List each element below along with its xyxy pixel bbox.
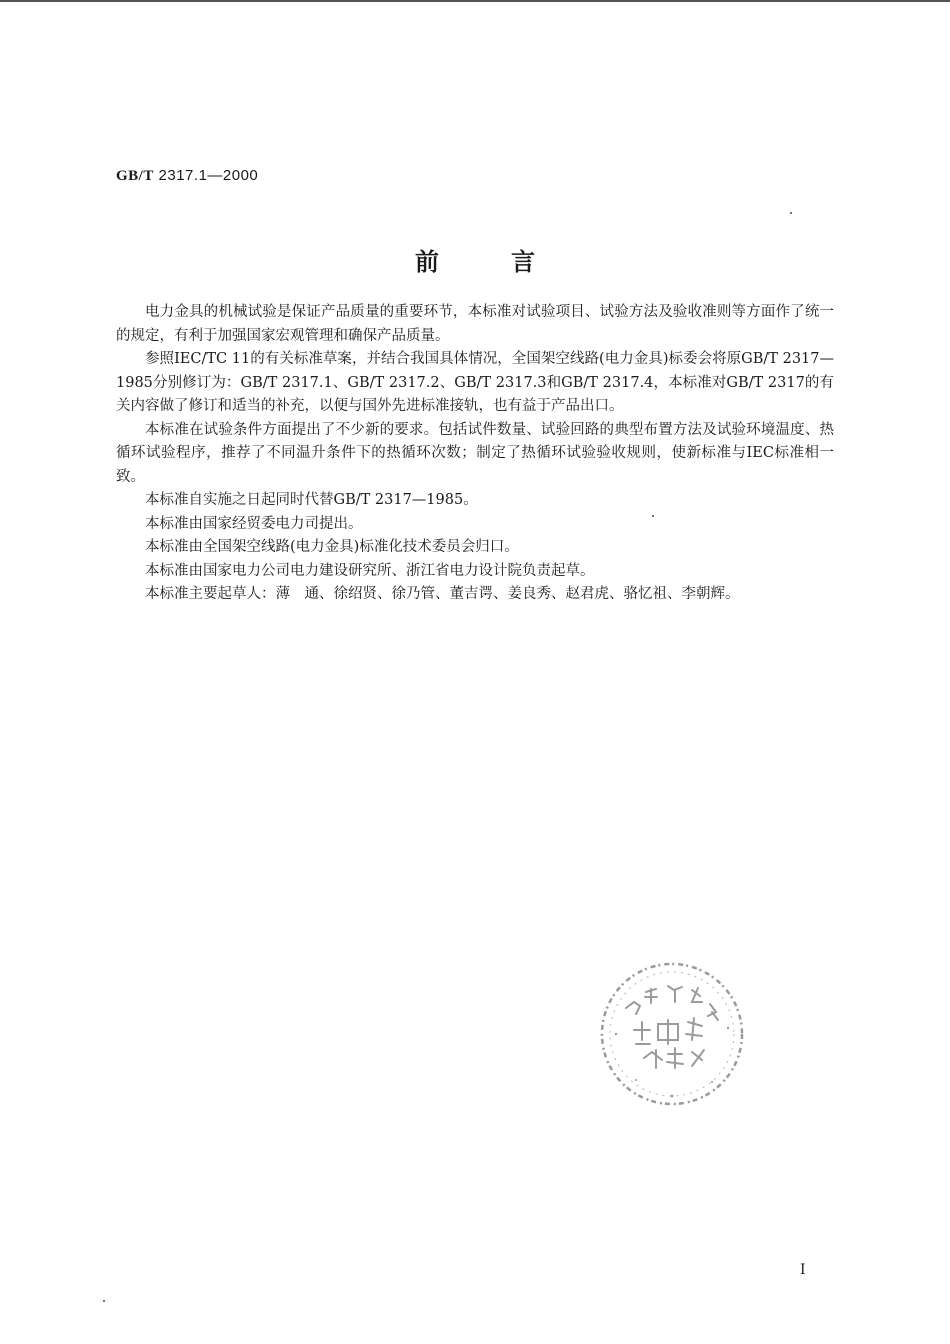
page-title: 前言 bbox=[415, 247, 607, 276]
paragraph: 电力金具的机械试验是保证产品质量的重要环节，本标准对试验项目、试验方法及验收准则等方面作了统一的规定，有利于加强国家宏观管理和确保产品质量。 bbox=[116, 304, 834, 344]
scan-speck bbox=[103, 1300, 105, 1302]
standard-code-prefix: GB/T bbox=[116, 168, 154, 184]
paragraph: 本标准自实施之日起同时代替GB/T 2317—1985。 bbox=[145, 492, 478, 508]
standard-code bbox=[116, 167, 258, 185]
scan-speck bbox=[652, 515, 654, 517]
paragraph: 本标准由全国架空线路(电力金具)标准化技术委员会归口。 bbox=[145, 539, 519, 555]
paragraph: 本标准在试验条件方面提出了不少新的要求。包括试件数量、试验回路的典型布置方法及试验环境温度、热循环试验程序，推荐了不同温升条件下的热循环次数；制定了热循环试验验收规则，使新标准与IEC标准相一致。 bbox=[116, 421, 834, 485]
paragraph: 本标准由国家经贸委电力司提出。 bbox=[145, 515, 363, 532]
standard-code-number: 2317.1—2000 bbox=[158, 167, 259, 184]
page-number: I bbox=[800, 1262, 806, 1278]
paragraph: 本标准由国家电力公司电力建设研究所、浙江省电力设计院负责起草。 bbox=[145, 562, 595, 579]
paragraph: 参照IEC/TC 11的有关标准草案，并结合我国具体情况，全国架空线路(电力金具)标委会将原GB/T 2317—1985分别修订为：GB/T 2317.1、GB/T 2317.2、GB/T 2317.3和GB/T 2317.4，本标准对GB/T 2317的有关内容做了修订和适当的补充，以便与国外先进标准接轨，也有益于产品出口。 bbox=[116, 351, 834, 414]
page-top-edge bbox=[0, 0, 950, 2]
scan-speck bbox=[790, 212, 792, 214]
official-seal-stamp bbox=[596, 958, 748, 1110]
foreword-body bbox=[116, 301, 834, 607]
paragraph: 本标准主要起草人：薄 通、徐绍贤、徐乃管、董吉谔、姜良秀、赵君虎、骆忆祖、李朝辉。 bbox=[145, 586, 740, 602]
